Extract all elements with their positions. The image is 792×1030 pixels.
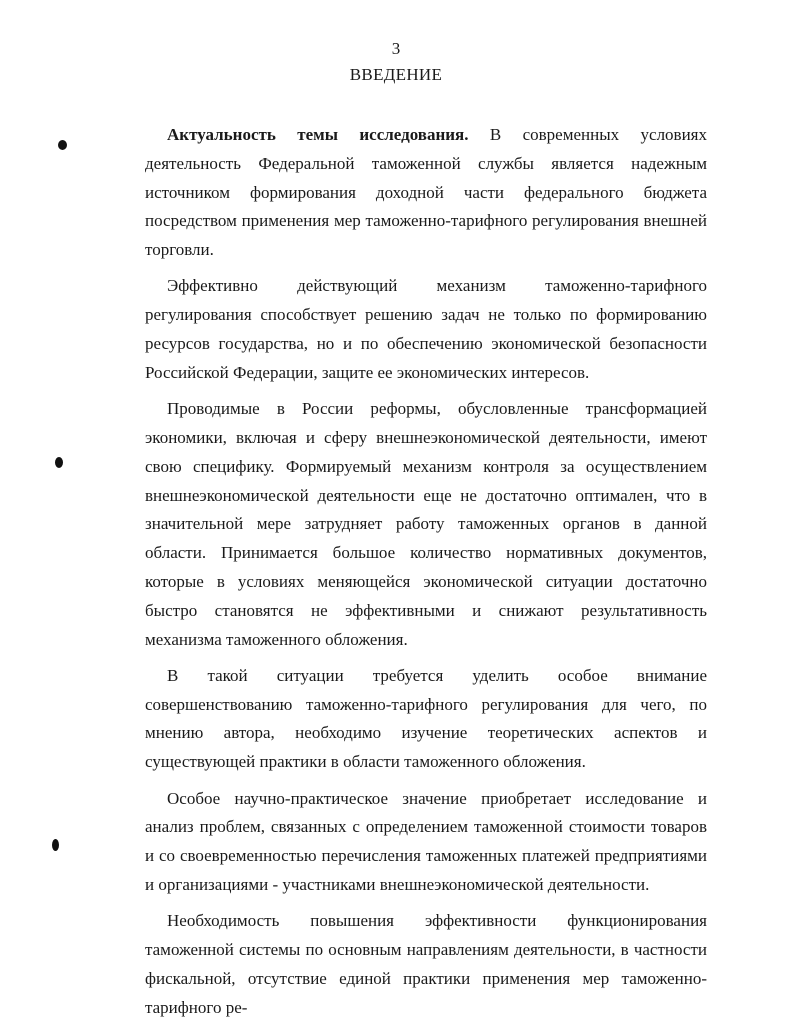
- paragraph-4: [145, 662, 707, 777]
- paragraph-3: [145, 395, 707, 654]
- punch-hole-mark: [55, 457, 63, 468]
- paragraph-2: [145, 272, 707, 387]
- paragraph-text: Проводимые в России реформы, обусловленные трансформацией экономики, включая и сферу внешнеэкономической деятельности, имеют свою специфику. Формируемый механизм контроля за осуществлением внешнеэкономической деятельности еще не достаточно оптимален, что в значительной мере затрудняет работу таможенных органов в данной области. Принимается большое количество нормативных документов, которые в условиях меняющейся экономической ситуации достаточно быстро становятся не эффективными и снижают результативность механизма таможенного обложения.: [145, 399, 707, 649]
- paragraph-6: [145, 907, 707, 1022]
- paragraph-1: [145, 121, 707, 265]
- punch-hole-mark: [52, 839, 59, 851]
- paragraph-text: В такой ситуации требуется уделить особое внимание совершенствованию таможенно-тарифного регулирования для чего, по мнению автора, необходимо изучение теоретических аспектов и существующей практики в области таможенного обложения.: [145, 665, 707, 772]
- page-title: ВВЕДЕНИЕ: [349, 65, 443, 84]
- page-number: 3: [391, 39, 401, 58]
- paragraph-5: [145, 785, 707, 900]
- document-body: [145, 121, 707, 1030]
- paragraph-text: Особое научно-практическое значение приобретает исследование и анализ проблем, связанных с определением таможенной стоимости товаров и со своевременностью перечисления таможенных платежей предприятиями и организациями - участниками внешнеэкономической деятельности.: [145, 788, 707, 894]
- paragraph-text: Эффективно действующий механизм таможенно-тарифного регулирования способствует решению задач не только по формированию ресурсов государства, но и по обеспечению экономической безопасности Российской Федерации, защите ее экономических интересов.: [145, 276, 707, 382]
- paragraph-text: Необходимость повышения эффективности функционирования таможенной системы по основным направлениям деятельности, в частности фискальной, отсутствие единой практики применения мер таможенно-тарифного ре-: [145, 911, 707, 1017]
- paragraph-text: В современных условиях деятельность Федеральной таможенной службы является надежным источником формирования доходной части федерального бюджета посредством применения мер таможенно-тарифного регулирования внешней торговли.: [145, 125, 708, 260]
- paragraph-lead: Актуальность темы исследования.: [167, 125, 469, 144]
- punch-hole-mark: [58, 140, 67, 150]
